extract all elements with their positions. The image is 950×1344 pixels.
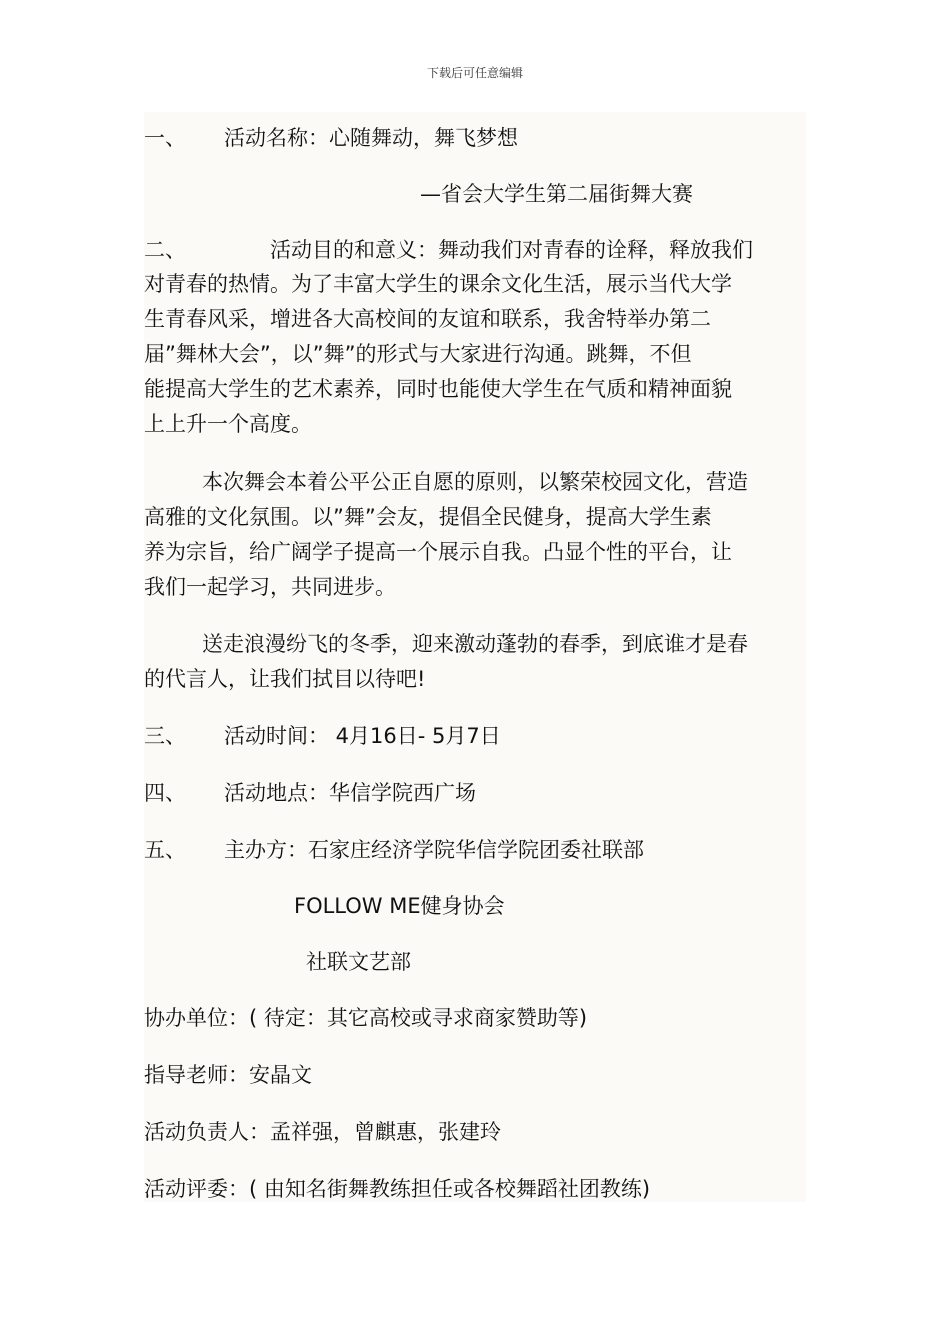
- activity-subtitle: —省会大学生第二届街舞大赛: [420, 182, 693, 206]
- page-header: 下载后可任意编辑: [426, 66, 523, 80]
- activity-location: 活动地点：华信学院西广场: [224, 781, 476, 805]
- principle-line: 养为宗旨，给广阔学子提高一个展示自我。凸显个性的平台，让: [144, 540, 732, 564]
- advisor: 指导老师：安晶文: [144, 1063, 312, 1087]
- activity-time: 活动时间： 4月16日- 5月7日: [224, 724, 501, 748]
- section-5-number: 五、: [144, 838, 186, 862]
- organizer-arts-department: 社联文艺部: [306, 950, 411, 974]
- principle-line: 我们一起学习，共同进步。: [144, 575, 396, 599]
- purpose-line: 届”舞林大会”，以”舞”的形式与大家进行沟通。跳舞，不但: [144, 342, 692, 366]
- purpose-line: 对青春的热情。为了丰富大学生的课余文化生活，展示当代大学: [144, 272, 732, 296]
- document-body: [144, 112, 806, 1202]
- purpose-first-line: 活动目的和意义：舞动我们对青春的诠释，释放我们: [270, 238, 753, 262]
- section-4-number: 四、: [144, 781, 186, 805]
- section-2-number: 二、: [144, 238, 186, 262]
- spring-line: 送走浪漫纷飞的冬季，迎来激动蓬勃的春季，到底谁才是春: [202, 632, 748, 656]
- principle-line: 本次舞会本着公平公正自愿的原则，以繁荣校园文化，营造: [202, 470, 748, 494]
- activity-judges: 活动评委：( 由知名街舞教练担任或各校舞蹈社团教练): [144, 1177, 651, 1201]
- purpose-line: 生青春风采，增进各大高校间的友谊和联系，我舍特举办第二: [144, 307, 711, 331]
- organizer-fitness-association: FOLLOW ME健身协会: [294, 894, 505, 918]
- purpose-line: 能提高大学生的艺术素养，同时也能使大学生在气质和精神面貌: [144, 377, 732, 401]
- activity-leaders: 活动负责人：孟祥强，曾麒惠，张建玲: [144, 1120, 501, 1144]
- purpose-line: 上上升一个高度。: [144, 412, 312, 436]
- principle-line: 高雅的文化氛围。以”舞”会友，提倡全民健身，提高大学生素: [144, 505, 712, 529]
- section-1-number: 一、: [144, 126, 186, 150]
- co-organizer: 协办单位：( 待定：其它高校或寻求商家赞助等): [144, 1006, 588, 1030]
- activity-name: 活动名称：心随舞动，舞飞梦想: [224, 126, 518, 150]
- section-3-number: 三、: [144, 724, 186, 748]
- organizer: 主办方：石家庄经济学院华信学院团委社联部: [224, 838, 644, 862]
- spring-line: 的代言人，让我们拭目以待吧!: [144, 667, 426, 691]
